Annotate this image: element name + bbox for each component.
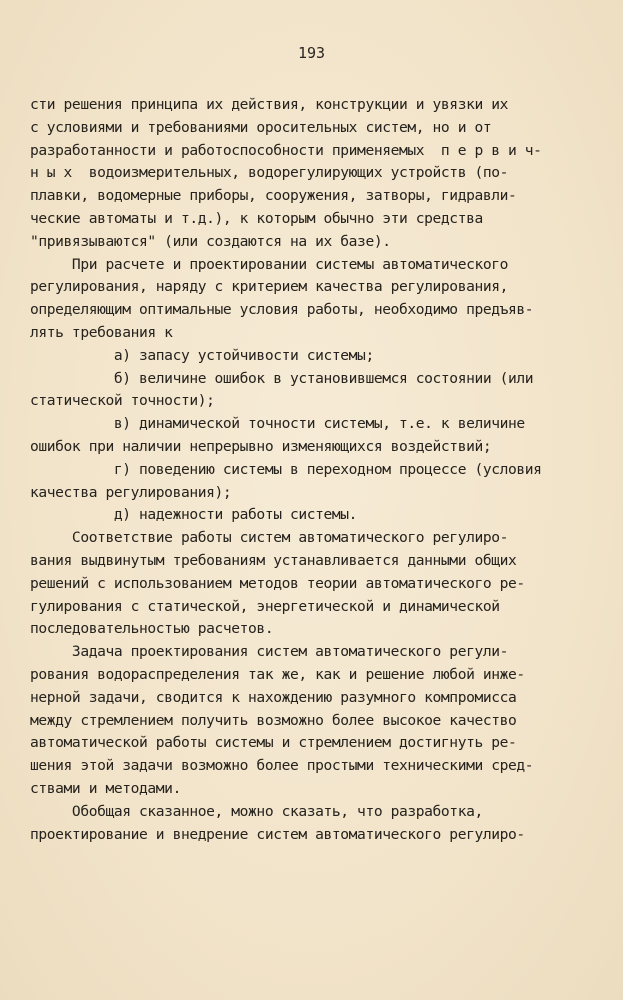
text-line: автоматической работы системы и стремлением достигнуть ре-: [30, 734, 517, 752]
text-line: последовательностью расчетов.: [30, 620, 274, 638]
text-line: рования водораспределения так же, как и решение любой инже-: [30, 665, 525, 683]
text-line: статической точности);: [30, 392, 215, 410]
text-line: ошибок при наличии непрерывно изменяющихся воздействий;: [30, 437, 492, 455]
text-line: качества регулирования);: [30, 483, 232, 501]
text-line: н ы х водоизмерительных, водорегулирующих устройств (по-: [30, 164, 509, 182]
text-line: с условиями и требованиями оросительных систем, но и от: [30, 118, 492, 136]
text-line: гулирования с статической, энергетической и динамической: [30, 597, 500, 615]
text-line: нерной задачи, сводится к нахождению разумного компромисса: [30, 688, 517, 706]
text-line: шения этой задачи возможно более простыми техническими сред-: [30, 757, 534, 775]
text-line: Обобщая сказанное, можно сказать, что разработка,: [30, 802, 483, 820]
text-line: плавки, водомерные приборы, сооружения, затворы, гидравли-: [30, 187, 517, 205]
text-line: г) поведению системы в переходном процессе (условия: [30, 460, 542, 478]
text-line: Соответствие работы систем автоматического регулиро-: [30, 529, 509, 547]
text-line: сти решения принципа их действия, конструкции и увязки их: [30, 96, 509, 113]
text-line: "привязываются" (или создаются на их базе).: [30, 232, 391, 250]
text-line: между стремлением получить возможно более высокое качество: [30, 711, 517, 729]
text-line: регулирования, наряду с критерием качества регулирования,: [30, 278, 509, 296]
page-number: 193: [297, 44, 326, 62]
text-line: д) надежности работы системы.: [30, 506, 358, 524]
text-line: проектирование и внедрение систем автоматического регулиро-: [30, 825, 525, 843]
text-line: При расчете и проектировании системы автоматического: [30, 255, 509, 273]
text-line: Задача проектирования систем автоматического регули-: [30, 643, 509, 661]
text-line: б) величине ошибок в установившемся состоянии (или: [30, 369, 534, 387]
text-line: лять требования к: [30, 323, 173, 341]
text-line: вания выдвинутым требованиям устанавливается данными общих: [30, 551, 517, 569]
text-line: в) динамической точности системы, т.е. к величине: [30, 415, 525, 433]
text-line: ческие автоматы и т.д.), к которым обычно эти средства: [30, 209, 483, 227]
text-line: определяющим оптимальные условия работы, необходимо предъяв-: [30, 301, 534, 319]
text-line: а) запасу устойчивости системы;: [30, 346, 374, 364]
text-line: ствами и методами.: [30, 779, 181, 797]
body-text: [30, 94, 600, 846]
text-line: разработанности и работоспособности применяемых п е р в и ч-: [30, 141, 542, 159]
text-line: решений с использованием методов теории автоматического ре-: [30, 574, 525, 592]
